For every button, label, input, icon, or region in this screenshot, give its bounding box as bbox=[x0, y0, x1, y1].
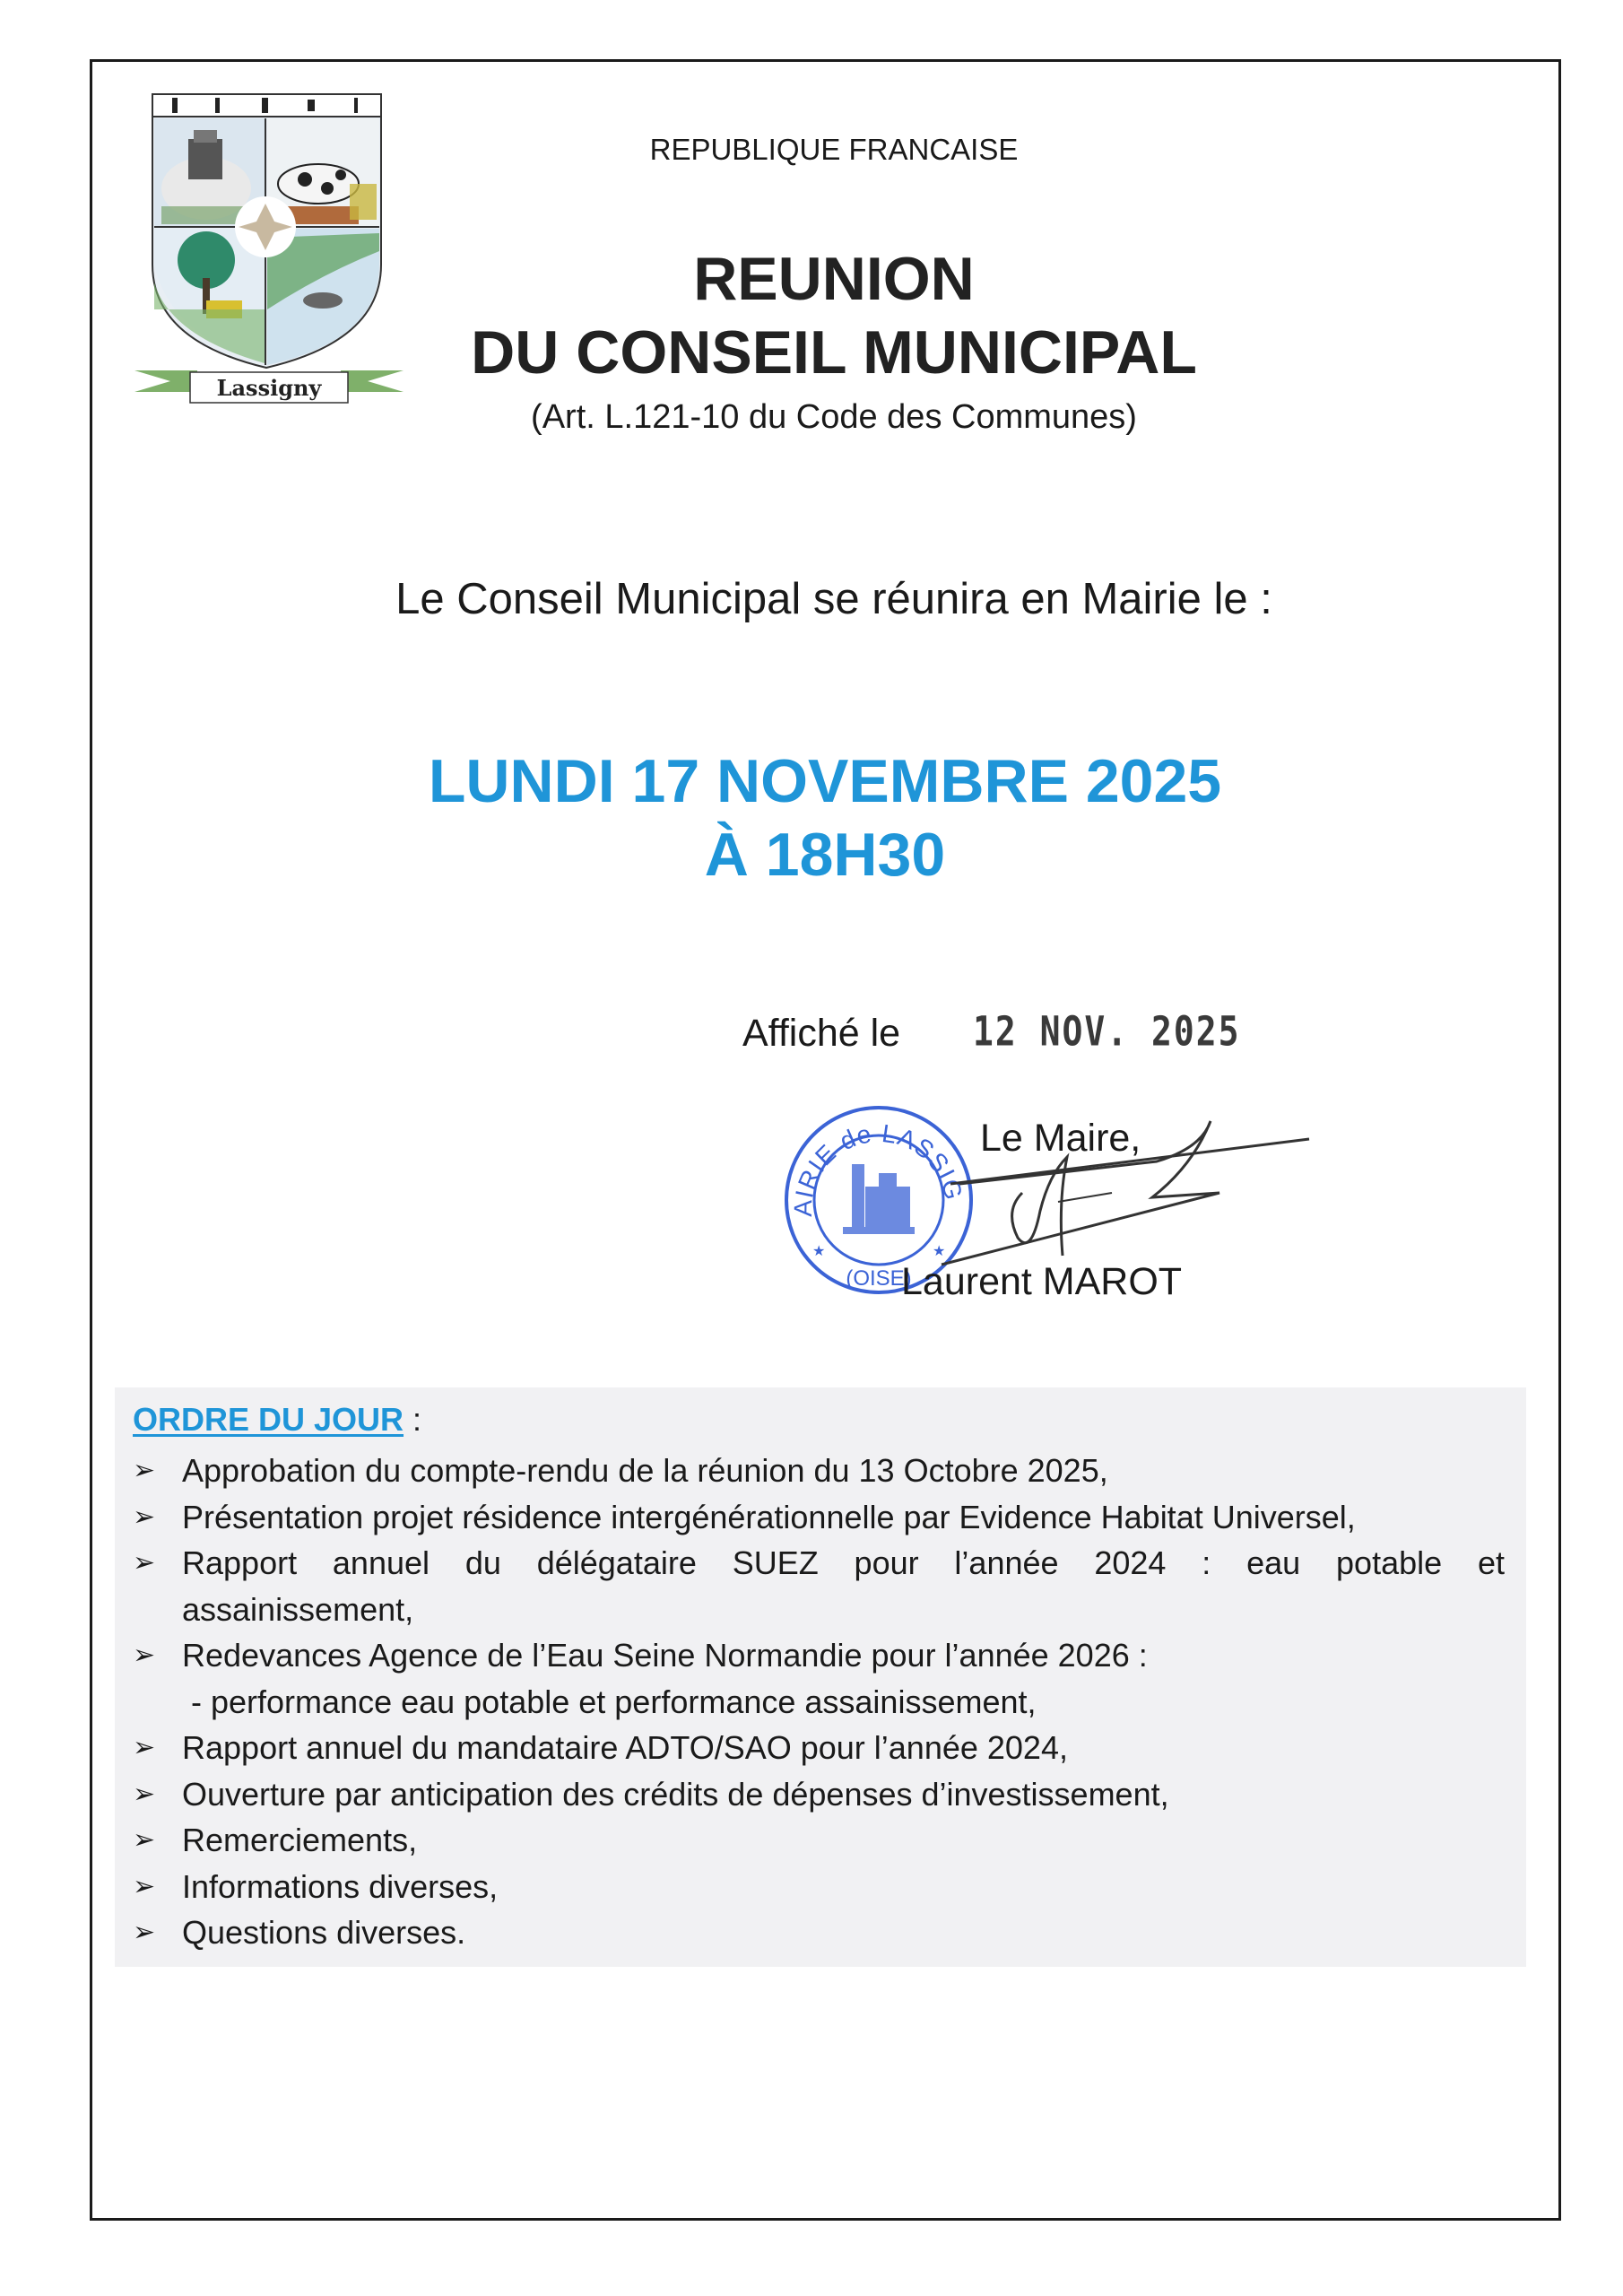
agenda-item: ➢ Présentation projet résidence intergénérationnelle par Evidence Habitat Universel, bbox=[133, 1494, 1505, 1541]
agenda-item-continuation: assainissement, bbox=[182, 1590, 414, 1628]
arrow-bullet-icon: ➢ bbox=[133, 1501, 156, 1532]
signatory-title: Le Maire, bbox=[980, 1117, 1141, 1160]
agenda-item: ➢ Rapport annuel du délégataire SUEZ pour l’année 2024 : eau potable et assainissement, bbox=[133, 1540, 1505, 1632]
agenda-list bbox=[133, 1448, 1505, 1956]
signatory-name: Laurent MAROT bbox=[901, 1260, 1183, 1303]
meeting-intro: Le Conseil Municipal se réunira en Mairie le : bbox=[395, 575, 1272, 623]
arrow-bullet-icon: ➢ bbox=[133, 1456, 156, 1485]
agenda-heading-colon: : bbox=[404, 1401, 422, 1438]
agenda-item: ➢ Redevances Agence de l’Eau Seine Normandie pour l’année 2026 : - performance eau potable et performance assainissement, bbox=[133, 1632, 1505, 1725]
arrow-bullet-icon: ➢ bbox=[133, 1871, 156, 1901]
agenda-item: ➢ Questions diverses. bbox=[133, 1909, 1505, 1956]
meeting-datetime bbox=[269, 744, 1381, 891]
document-title bbox=[430, 242, 1237, 389]
seal-text-top: AIRIE de LASSIG bbox=[788, 1118, 968, 1217]
agenda-item: ➢ Informations diverses, bbox=[133, 1864, 1505, 1910]
agenda-heading-label: ORDRE DU JOUR bbox=[133, 1401, 404, 1438]
seal-text-bottom: (OISE) bbox=[846, 1266, 912, 1291]
arrow-bullet-icon: ➢ bbox=[133, 1733, 156, 1762]
agenda-item: ➢ Ouverture par anticipation des crédits de dépenses d’investissement, bbox=[133, 1771, 1505, 1818]
title-line-2: DU CONSEIL MUNICIPAL bbox=[471, 318, 1197, 387]
svg-text:★: ★ bbox=[812, 1244, 826, 1259]
agenda-item: ➢ Remerciements, bbox=[133, 1817, 1505, 1864]
arrow-bullet-icon: ➢ bbox=[133, 1640, 156, 1670]
svg-text:★: ★ bbox=[933, 1244, 946, 1259]
posted-label: Affiché le bbox=[742, 1012, 901, 1055]
arrow-bullet-icon: ➢ bbox=[133, 1918, 156, 1947]
agenda-item: ➢ Approbation du compte-rendu de la réunion du 13 Octobre 2025, bbox=[133, 1448, 1505, 1494]
crest-motto: Lassigny bbox=[216, 375, 322, 401]
meeting-date: LUNDI 17 NOVEMBRE 2025 bbox=[428, 747, 1222, 815]
coat-of-arms-icon bbox=[135, 85, 404, 408]
arrow-bullet-icon: ➢ bbox=[133, 1548, 156, 1578]
agenda-heading bbox=[133, 1401, 421, 1439]
posted-stamp-date: 12 NOV. 2025 bbox=[973, 1007, 1241, 1056]
arrow-bullet-icon: ➢ bbox=[133, 1825, 156, 1855]
agenda-section bbox=[115, 1387, 1526, 1967]
meeting-time: À 18H30 bbox=[704, 821, 946, 889]
arrow-bullet-icon: ➢ bbox=[133, 1779, 156, 1809]
agenda-sub-item: - performance eau potable et performance assainissement, bbox=[191, 1683, 1037, 1720]
handwritten-signature-icon bbox=[933, 1112, 1345, 1292]
title-line-1: REUNION bbox=[693, 245, 975, 313]
legal-reference: (Art. L.121-10 du Code des Communes) bbox=[531, 398, 1137, 436]
agenda-item: ➢ Rapport annuel du mandataire ADTO/SAO pour l’année 2024, bbox=[133, 1725, 1505, 1771]
republique-label: REPUBLIQUE FRANCAISE bbox=[649, 133, 1019, 166]
